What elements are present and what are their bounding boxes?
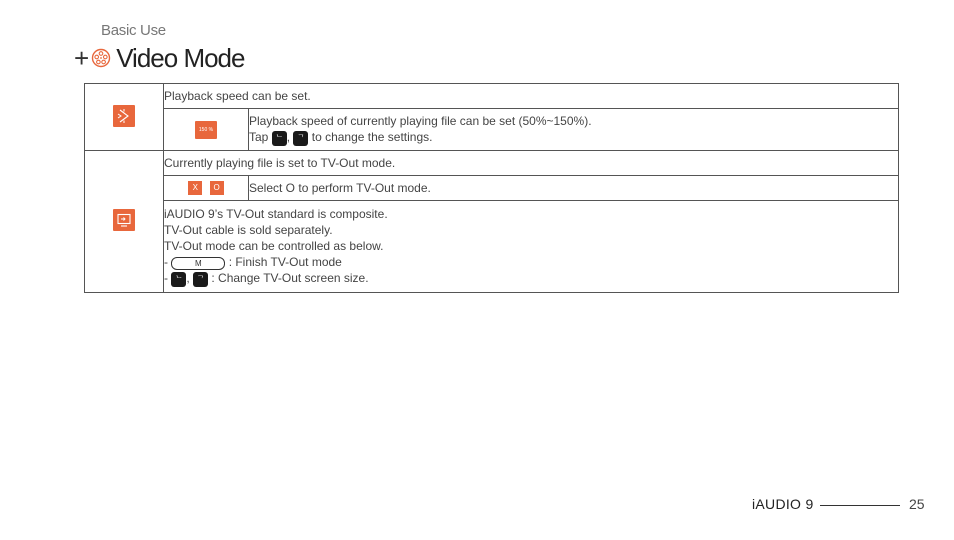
speed-line-2-suffix: to change the settings.	[311, 130, 433, 145]
tap-label: Tap	[249, 130, 269, 145]
footer-brand: iAUDIO 9	[752, 496, 814, 512]
tvout-m-line	[164, 254, 898, 270]
speed-line-1: Playback speed of currently playing file can be set (50%~150%).	[249, 114, 592, 129]
page-title-row	[74, 42, 244, 74]
tvout-note-1: iAUDIO 9’s TV-Out standard is composite.	[164, 207, 388, 222]
tv-out-icon	[113, 209, 135, 231]
section-label: Basic Use	[101, 22, 166, 39]
m-key-text: : Finish TV-Out mode	[228, 255, 342, 270]
dash: -	[164, 255, 168, 270]
feature-table	[84, 83, 899, 293]
speed-badge-cell	[164, 109, 249, 151]
speed-description	[249, 109, 899, 151]
size-text: : Change TV-Out screen size.	[211, 271, 369, 286]
right-key-icon: ᄀ	[193, 272, 208, 287]
x-button-icon: X	[188, 181, 202, 195]
left-key-icon: ᄂ	[171, 272, 186, 287]
tvout-select-text: Select O to perform TV-Out mode.	[249, 176, 899, 201]
tvout-note-2: TV-Out cable is sold separately.	[164, 223, 333, 238]
key-separator: ,	[186, 271, 190, 286]
reel-icon	[91, 48, 111, 68]
page-title: Video Mode	[116, 42, 245, 73]
speed-icon-cell	[85, 84, 164, 151]
m-key-icon: M	[171, 257, 225, 270]
tvout-buttons-cell	[164, 176, 249, 201]
o-button-icon: O	[210, 181, 224, 195]
speed-badge: 150 %	[195, 121, 217, 139]
key-separator: ,	[286, 130, 291, 145]
dash: -	[164, 271, 168, 286]
plus-mark: +	[74, 43, 90, 73]
speed-icon	[113, 105, 135, 127]
tvout-summary: Currently playing file is set to TV-Out mode.	[164, 151, 899, 176]
tvout-notes	[164, 201, 899, 293]
speed-line-2	[249, 129, 898, 145]
tvout-icon-cell	[85, 151, 164, 293]
right-key-icon: ᄀ	[293, 131, 308, 146]
tvout-note-3: TV-Out mode can be controlled as below.	[164, 239, 384, 254]
speed-summary: Playback speed can be set.	[164, 84, 899, 109]
page-number: 25	[909, 496, 925, 512]
footer-divider	[820, 505, 900, 506]
left-key-icon: ᄂ	[272, 131, 287, 146]
tvout-size-line	[164, 270, 898, 286]
